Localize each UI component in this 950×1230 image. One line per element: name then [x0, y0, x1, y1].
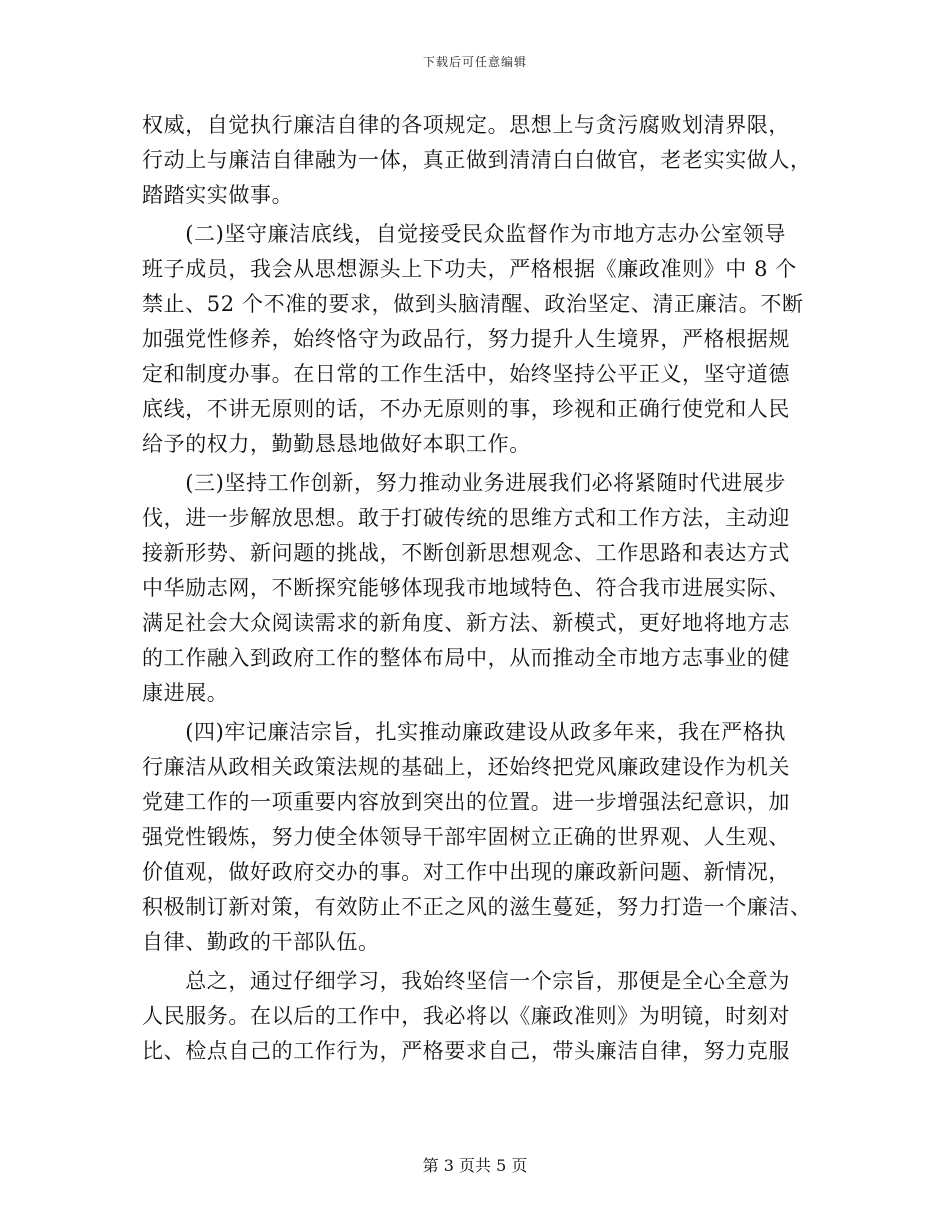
text-line: 比、检点自己的工作行为，严格要求自己，带头廉洁自律，努力克服: [142, 1039, 790, 1063]
text-line: 踏踏实实做事。: [142, 183, 294, 207]
text-line: 总之，通过仔细学习，我始终坚信一个宗旨，那便是全心全意为: [142, 969, 790, 993]
text-line: 的工作融入到政府工作的整体布局中，从而推动全市地方志事业的健: [142, 646, 790, 670]
text-line: 积极制订新对策，有效防止不正之风的滋生蔓延，努力打造一个廉洁、: [142, 895, 812, 919]
text-line: 强党性锻炼，努力使全体领导干部牢固树立正确的世界观、人生观、: [142, 825, 790, 849]
paragraph-4: [142, 715, 810, 960]
paragraph-2: [142, 217, 810, 462]
text-line: 行廉洁从政相关政策法规的基础上，还始终把党风廉政建设作为机关: [142, 755, 790, 779]
text-line: 伐，进一步解放思想。敢于打破传统的思维方式和工作方法，主动迎: [142, 506, 790, 530]
text-line: 给予的权力，勤勤恳恳地做好本职工作。: [142, 432, 531, 456]
body-text: [142, 108, 810, 1069]
paragraph-5: [142, 964, 810, 1069]
text-line: 权威，自觉执行廉洁自律的各项规定。思想上与贪污腐败划清界限，: [142, 113, 790, 137]
text-line: 行动上与廉洁自律融为一体，真正做到清清白白做官，老老实实做人，: [142, 148, 812, 172]
text-line: 满足社会大众阅读需求的新角度、新方法、新模式，更好地将地方志: [142, 611, 790, 635]
text-line: 中华励志网，不断探究能够体现我市地域特色、符合我市进展实际、: [142, 576, 790, 600]
text-line: 班子成员，我会从思想源头上下功夫，严格根据《廉政准则》中 8 个: [142, 257, 797, 281]
page-header: 下载后可任意编辑: [422, 55, 527, 69]
text-line: 人民服务。在以后的工作中，我必将以《廉政准则》为明镜，时刻对: [142, 1004, 790, 1028]
text-line: 自律、勤政的干部队伍。: [142, 930, 380, 954]
text-line: (四)牢记廉洁宗旨，扎实推动廉政建设从政多年来，我在严格执: [142, 720, 786, 744]
text-line: 康进展。: [142, 681, 229, 705]
text-line: 禁止、52 个不准的要求，做到头脑清醒、政治坚定、清正廉洁。不断: [142, 292, 804, 316]
text-line: (二)坚守廉洁底线，自觉接受民众监督作为市地方志办公室领导: [142, 222, 786, 246]
paragraph-3: [142, 466, 810, 711]
text-line: 价值观，做好政府交办的事。对工作中出现的廉政新问题、新情况，: [142, 860, 790, 884]
paragraph-1: [142, 108, 810, 213]
page-footer: 第 3 页共 5 页: [422, 1156, 528, 1175]
text-line: 定和制度办事。在日常的工作生活中，始终坚持公平正义，坚守道德: [142, 362, 790, 386]
text-line: (三)坚持工作创新，努力推动业务进展我们必将紧随时代进展步: [142, 471, 786, 495]
text-line: 党建工作的一项重要内容放到突出的位置。进一步增强法纪意识，加: [142, 790, 790, 814]
text-line: 加强党性修养，始终恪守为政品行，努力提升人生境界，严格根据规: [142, 327, 790, 351]
text-line: 接新形势、新问题的挑战，不断创新思想观念、工作思路和表达方式: [142, 541, 790, 565]
text-line: 底线，不讲无原则的话，不办无原则的事，珍视和正确行使党和人民: [142, 397, 790, 421]
